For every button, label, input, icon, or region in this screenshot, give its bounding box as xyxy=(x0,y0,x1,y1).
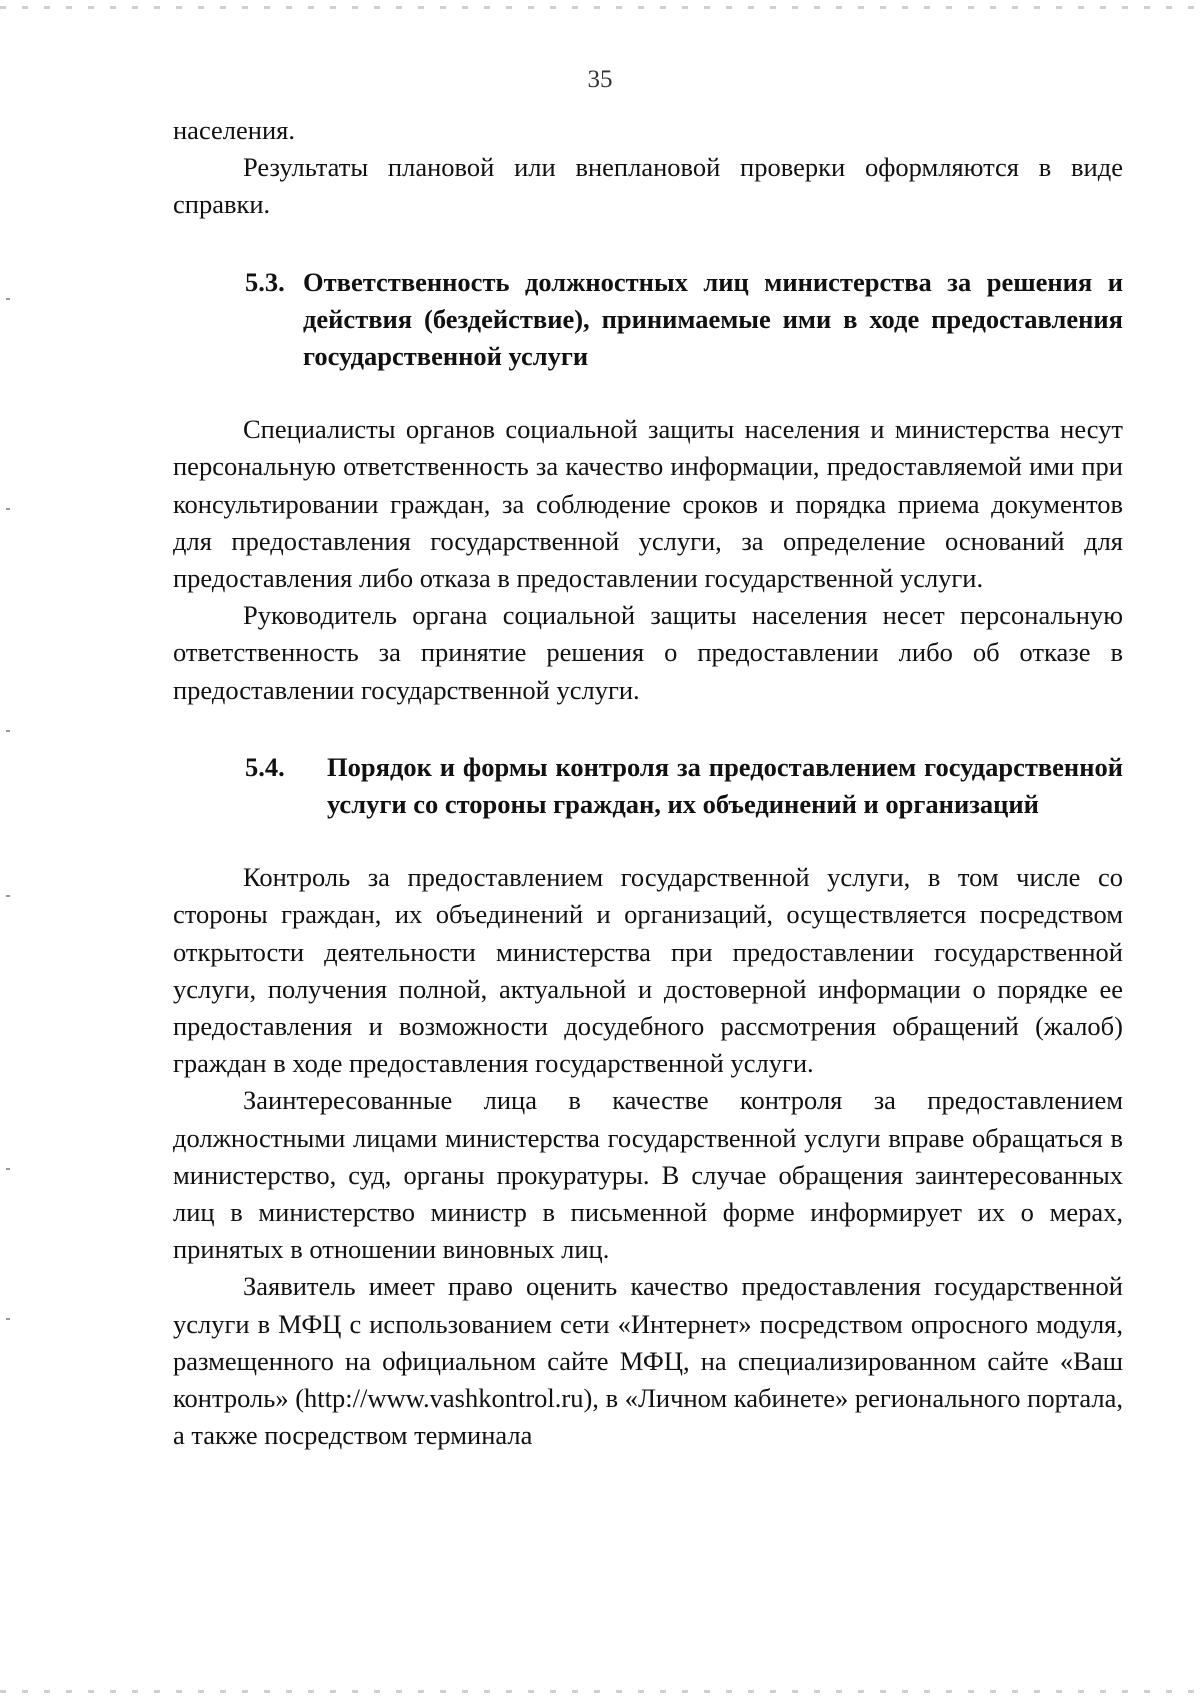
margin-mark xyxy=(6,895,10,897)
margin-mark xyxy=(6,730,10,732)
margin-mark xyxy=(6,508,10,510)
scan-edge-top xyxy=(0,6,1200,9)
scan-edge-bottom xyxy=(0,1690,1200,1693)
page-number: 35 xyxy=(587,66,613,93)
paragraph: Специалисты органов социальной защиты населения и министерства несут персональную ответственность за качество информации, предоставляемой ими при консультировании граждан, за соблюдение сроков и порядка приема документов для предоставления государственной услуги, за определение оснований для предоставления либо отказа в предоставлении государственной услуги. xyxy=(173,414,1123,594)
paragraph: Результаты плановой или внеплановой проверки оформляются в виде справки. xyxy=(173,152,1123,220)
margin-mark xyxy=(6,1168,10,1170)
section-number: 5.3. xyxy=(245,266,285,297)
paragraph: Контроль за предоставлением государственной услуги, в том числе со стороны граждан, их объединений и организаций, осуществляется посредством открытости деятельности министерства при предоставлении государственной услуги, получения полной, актуальной и достоверной информации о порядке ее предоставления и возможности досудебного рассмотрения обращений (жалоб) граждан в ходе предоставления государственной услуги. xyxy=(173,862,1123,1079)
paragraph: Заявитель имеет право оценить качество предоставления государственной услуги в МФЦ с использованием сети «Интернет» посредством опросного модуля, размещенного на официальном сайте МФЦ, на специализированном сайте «Ваш контроль» (http://www.vashkontrol.ru), в «Личном кабинете» регионального портала, а также посредством терминала xyxy=(173,1271,1123,1451)
margin-mark xyxy=(6,298,10,300)
section-title: Ответственность должностных лиц министерства за решения и действия (бездействие), принимаемые ими в ходе предоставления государственной услуги xyxy=(303,266,1123,372)
section-heading-5-3 xyxy=(173,264,1123,376)
document-body xyxy=(173,112,1123,1455)
paragraph: Руководитель органа социальной защиты населения несет персональную ответственность за принятие решения о предоставлении либо об отказе в предоставлении государственной услуги. xyxy=(173,600,1123,705)
margin-mark xyxy=(6,1318,10,1320)
paragraph: населения. xyxy=(173,115,295,145)
paragraph: Заинтересованные лица в качестве контроля за предоставлением должностными лицами министерства государственной услуги вправе обращаться в министерство, суд, органы прокуратуры. В случае обращения заинтересованных лиц в министерство министр в письменной форме информирует их о мерах, принятых в отношении виновных лиц. xyxy=(173,1085,1123,1265)
section-title: Порядок и формы контроля за предоставлением государственной услуги со стороны граждан, их объединений и организаций xyxy=(327,751,1123,820)
section-number: 5.4. xyxy=(245,751,285,782)
section-heading-5-4 xyxy=(173,749,1123,823)
